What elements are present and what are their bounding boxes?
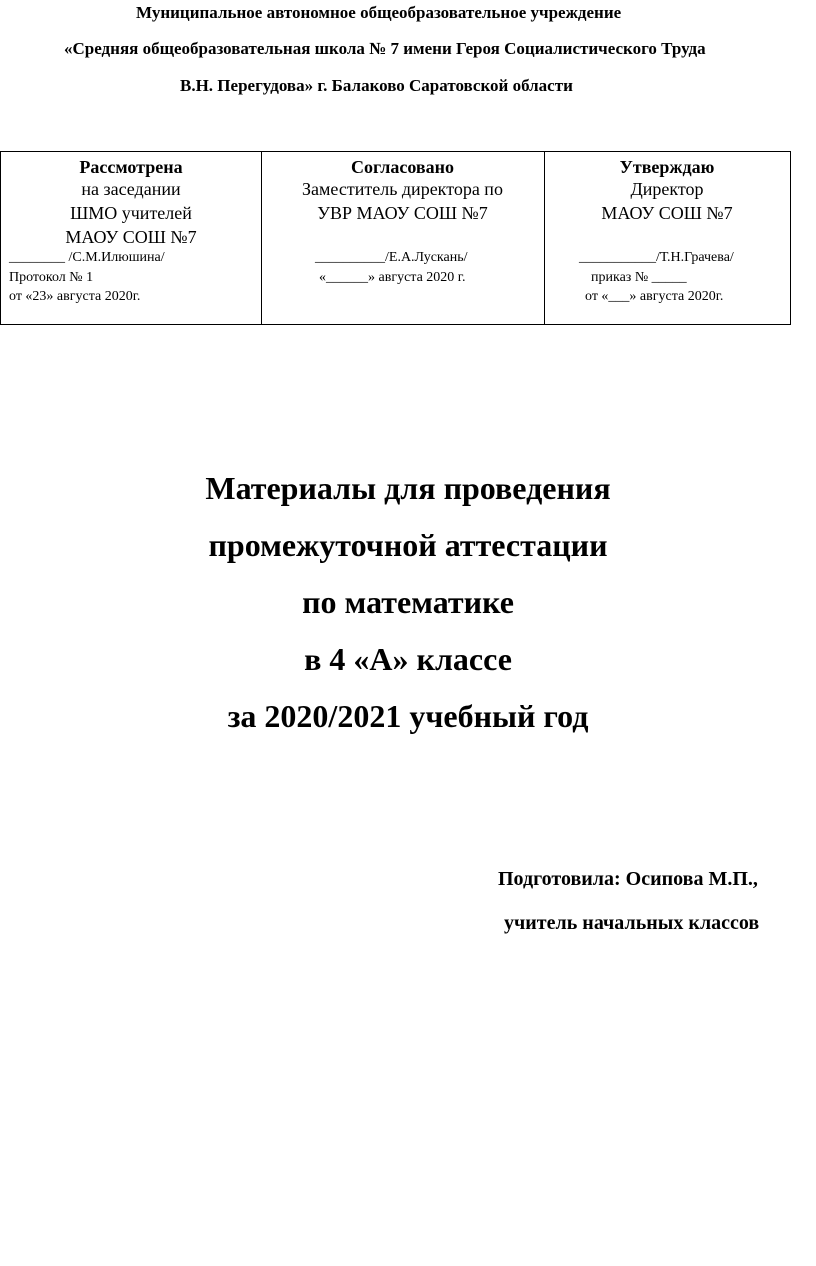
- reviewed-line2: ШМО учителей: [70, 203, 192, 223]
- approval-agreed-cell: [261, 152, 545, 324]
- title-line4: в 4 «А» классе: [304, 641, 512, 677]
- reviewed-signature: ________ /С.М.Илюшина/: [9, 250, 165, 265]
- approved-order: приказ № _____: [591, 270, 687, 285]
- reviewed-line3: МАОУ СОШ №7: [65, 227, 197, 247]
- reviewed-protocol: Протокол № 1: [9, 270, 94, 285]
- approved-line1: Директор: [630, 179, 704, 199]
- approval-approved-cell: [544, 152, 790, 324]
- title-line2: промежуточной аттестации: [208, 527, 608, 563]
- approved-heading: Утверждаю: [619, 157, 715, 177]
- agreed-date: «______» августа 2020 г.: [319, 270, 466, 285]
- title-line5: за 2020/2021 учебный год: [227, 698, 589, 734]
- title-line1: Материалы для проведения: [205, 470, 611, 506]
- reviewed-date: от «23» августа 2020г.: [9, 289, 141, 304]
- agreed-line2: УВР МАОУ СОШ №7: [317, 203, 488, 223]
- agreed-line1: Заместитель директора по: [302, 179, 503, 199]
- prepared-position: учитель начальных классов: [504, 912, 760, 934]
- reviewed-heading: Рассмотрена: [79, 157, 183, 177]
- approved-signature: ___________/Т.Н.Грачева/: [579, 250, 734, 265]
- header-institution: Муниципальное автономное общеобразовательное учреждение: [136, 3, 622, 22]
- agreed-signature: __________/Е.А.Лускань/: [315, 250, 468, 265]
- prepared-author: Подготовила: Осипова М.П.,: [498, 868, 758, 890]
- agreed-heading: Согласовано: [351, 157, 454, 177]
- header-city: В.Н. Перегудова» г. Балаково Саратовской области: [180, 76, 573, 95]
- header-school-name: «Средняя общеобразовательная школа № 7 имени Героя Социалистического Труда: [64, 39, 706, 58]
- title-line3: по математике: [302, 584, 514, 620]
- approved-line2: МАОУ СОШ №7: [601, 203, 733, 223]
- approved-date: от «___» августа 2020г.: [585, 289, 724, 304]
- approval-table: [0, 151, 791, 325]
- approval-reviewed-cell: [1, 152, 262, 324]
- reviewed-line1: на заседании: [81, 179, 181, 199]
